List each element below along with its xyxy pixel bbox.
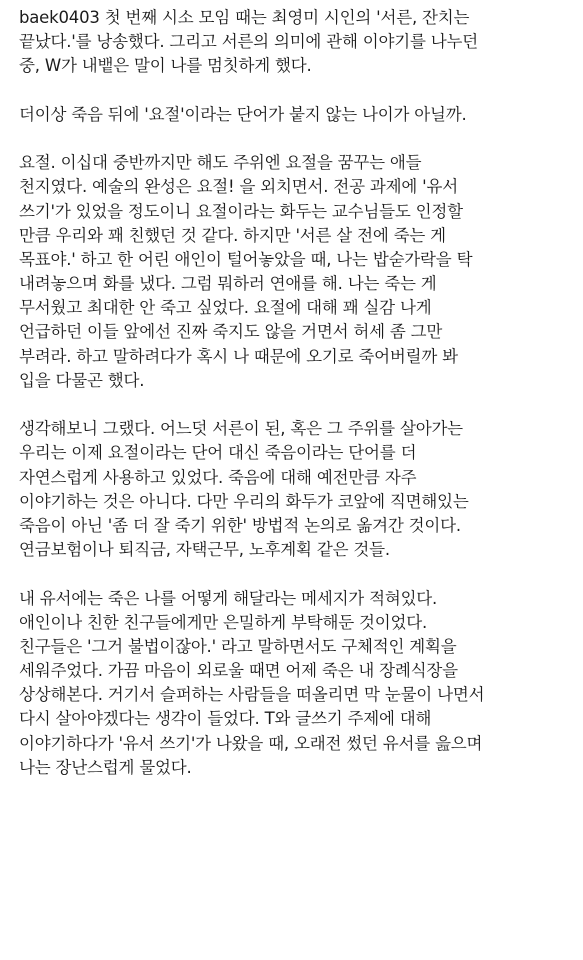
text-line: 내 유서에는 죽은 나를 어떻게 해달라는 메세지가 적혀있다. bbox=[19, 588, 438, 608]
text-line: 내려놓으며 화를 냈다. 그럼 뭐하러 연애를 해. 나는 죽는 게 bbox=[19, 274, 437, 294]
text-line bbox=[19, 6, 575, 30]
text-line: 더이상 죽음 뒤에 '요절'이라는 단어가 붙지 않는 나이가 아닐까. bbox=[19, 104, 467, 124]
paragraph-gap bbox=[19, 393, 575, 417]
text-line: 천지였다. 예술의 완성은 요절! 을 외치면서. 전공 과제에 '유서 bbox=[19, 177, 458, 197]
text-line: 입을 다물곤 했다. bbox=[19, 370, 145, 390]
text-line: 끝났다.'를 낭송했다. 그리고 서른의 의미에 관해 이야기를 나누던 bbox=[19, 32, 478, 52]
text-line: 죽음이 아닌 '좀 더 잘 죽기 위한' 방법적 논의로 옮겨간 것이다. bbox=[19, 515, 461, 535]
paragraph-2 bbox=[19, 103, 575, 127]
text-line: 자연스럽게 사용하고 있었다. 죽음에 대해 예전만큼 자주 bbox=[19, 467, 417, 487]
text-line: 친구들은 '그거 불법이잖아.' 라고 말하면서도 구체적인 계획을 bbox=[19, 636, 457, 656]
text-line: 연금보험이나 퇴직금, 자택근무, 노후계획 같은 것들. bbox=[19, 540, 390, 560]
text-line: 요절. 이십대 중반까지만 해도 주위엔 요절을 꿈꾸는 애들 bbox=[19, 153, 422, 173]
paragraph-3 bbox=[19, 151, 575, 393]
text-line: 이야기하다가 '유서 쓰기'가 나왔을 때, 오래전 썼던 유서를 읊으며 bbox=[19, 733, 483, 753]
text-line: 상상해본다. 거기서 슬퍼하는 사람들을 떠올리면 막 눈물이 나면서 bbox=[19, 685, 485, 705]
text-line: 이야기하는 것은 아니다. 다만 우리의 화두가 코앞에 직면해있는 bbox=[19, 491, 469, 511]
text-line: 부려라. 하고 말하려다가 혹시 나 때문에 오기로 죽어버릴까 봐 bbox=[19, 346, 458, 366]
text-line: 중, W가 내뱉은 말이 나를 멈칫하게 했다. bbox=[19, 56, 312, 76]
text-line: 세워주었다. 가끔 마음이 외로울 때면 어제 죽은 내 장례식장을 bbox=[19, 661, 458, 681]
text-line: 생각해보니 그랬다. 어느덧 서른이 된, 혹은 그 주위를 살아가는 bbox=[19, 419, 463, 439]
text-line: 나는 장난스럽게 물었다. bbox=[19, 757, 192, 777]
paragraph-gap bbox=[19, 562, 575, 586]
text-line: 언급하던 이들 앞에선 진짜 죽지도 않을 거면서 허세 좀 그만 bbox=[19, 322, 443, 342]
paragraph-gap bbox=[19, 127, 575, 151]
paragraph-5 bbox=[19, 587, 575, 781]
text-line: 목표야.' 하고 한 어린 애인이 털어놓았을 때, 나는 밥숟가락을 탁 bbox=[19, 249, 473, 269]
text-line: 쓰기'가 있었을 정도이니 요절이라는 화두는 교수님들도 인정할 bbox=[19, 201, 463, 221]
text-line: 애인이나 친한 친구들에게만 은밀하게 부탁해둔 것이었다. bbox=[19, 612, 428, 632]
paragraph-4 bbox=[19, 417, 575, 562]
paragraph-gap bbox=[19, 79, 575, 103]
text-line: 우리는 이제 요절이라는 단어 대신 죽음이라는 단어를 더 bbox=[19, 443, 417, 463]
text-line: 무서웠고 최대한 안 죽고 싶었다. 요절에 대해 꽤 실감 나게 bbox=[19, 298, 432, 318]
text-line: 만큼 우리와 꽤 친했던 것 같다. 하지만 '서른 살 전에 죽는 게 bbox=[19, 225, 446, 245]
paragraph-1 bbox=[19, 6, 575, 79]
username-link[interactable]: baek0403 bbox=[19, 8, 100, 27]
text-line-content: 첫 번째 시소 모임 때는 최영미 시인의 '서른, 잔치는 bbox=[99, 8, 470, 27]
text-line: 다시 살아야겠다는 생각이 들었다. T와 글쓰기 주제에 대해 bbox=[19, 709, 432, 729]
